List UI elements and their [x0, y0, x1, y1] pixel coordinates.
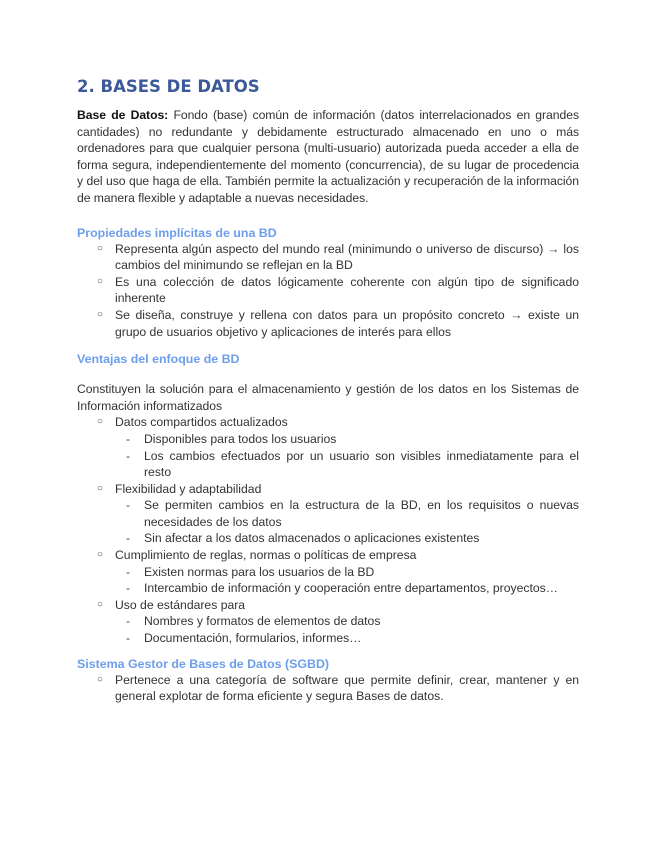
list-item: ○ Pertenece a una categoría de software que permite definir, crear, mantener y en general explotar de forma eficiente y segura Bases de datos.: [97, 672, 579, 704]
heading-propiedades: Propiedades implícitas de una BD: [77, 225, 277, 240]
sub-list-item: - Documentación, formularios, informes…: [126, 631, 362, 646]
list-item: ○ Uso de estándares para - Nombres y formatos de elementos de datos - Documentación, formularios, informes…: [77, 597, 579, 647]
sub-list: [115, 613, 579, 646]
dash-bullet-icon: -: [126, 531, 131, 546]
list-item: ○ Datos compartidos actualizados - Disponibles para todos los usuarios - Los cambios efectuados por un usuario son visibles inmediatamente para el resto: [97, 415, 579, 480]
dash-bullet-icon: -: [126, 448, 131, 463]
intro-text: Fondo (base) común de información (datos interrelacionados en grandes cantidades) no redundante y debidamente estructurado almacenado en uno o más ordenadores para que cualquier persona (multi-usuario) autorizada pueda acceder a ella de forma segura, independientemente del momento (concurrencia), de su lugar de procedencia y del uso que haga de ella. También permite la actualización y recuperación de la información de manera flexible y adaptable a nuevas necesidades.: [77, 108, 579, 205]
circle-bullet-icon: ○: [97, 482, 104, 494]
ventajas-intro: Constituyen la solución para el almacenamiento y gestión de los datos en los Sistemas de Información informatizados: [77, 382, 579, 413]
sub-list-item: - Nombres y formatos de elementos de datos: [126, 614, 381, 629]
circle-bullet-icon: ○: [97, 673, 104, 685]
sub-list-item: - Existen normas para los usuarios de la BD: [126, 564, 375, 579]
list-ventajas: [77, 414, 579, 646]
sub-list: [115, 431, 579, 481]
circle-bullet-icon: ○: [97, 275, 104, 287]
sub-list: [115, 497, 579, 547]
list-item: ○ Es una colección de datos lógicamente coherente con algún tipo de significado inherente: [97, 274, 579, 306]
intro-paragraph: [77, 107, 579, 207]
heading-sgbd: Sistema Gestor de Bases de Datos (SGBD): [77, 656, 330, 671]
sub-list-item: - Disponibles para todos los usuarios: [126, 431, 337, 446]
sub-list-item: - Sin afectar a los datos almacenados o aplicaciones existentes: [126, 531, 480, 546]
dash-bullet-icon: -: [126, 614, 131, 629]
list-item: ○ Cumplimiento de reglas, normas o políticas de empresa - Existen normas para los usuarios de la BD - Intercambio de información y cooperación entre departamentos, proyectos…: [77, 547, 579, 597]
dash-bullet-icon: -: [126, 631, 131, 646]
circle-bullet-icon: ○: [97, 416, 104, 428]
list-propiedades: [77, 241, 579, 341]
list-item: ○ Flexibilidad y adaptabilidad - Se permiten cambios en la estructura de la BD, en los requisitos o nuevas necesidades de los datos - Sin afectar a los datos almacenados o aplicaciones existentes: [97, 481, 579, 546]
sub-list-item: - Los cambios efectuados por un usuario son visibles inmediatamente para el resto: [126, 448, 579, 480]
circle-bullet-icon: ○: [97, 598, 104, 610]
circle-bullet-icon: ○: [97, 308, 104, 320]
dash-bullet-icon: -: [126, 581, 131, 596]
section-title: 2. BASES DE DATOS: [77, 77, 260, 96]
list-item: ○ Se diseña, construye y rellena con datos para un propósito concreto → existe un grupo de usuarios objetivo y aplicaciones de interés para ellos: [97, 307, 579, 339]
sub-list: [115, 564, 579, 597]
list-sgbd: [77, 672, 579, 705]
sub-list-item: - Se permiten cambios en la estructura de la BD, en los requisitos o nuevas necesidades de los datos: [126, 498, 579, 529]
list-item: ○ Representa algún aspecto del mundo real (minimundo o universo de discurso) → los cambios del minimundo se reflejan en la BD: [97, 241, 579, 273]
dash-bullet-icon: -: [126, 564, 131, 579]
dash-bullet-icon: -: [126, 431, 131, 446]
document-content: [77, 76, 579, 705]
circle-bullet-icon: ○: [97, 242, 104, 254]
circle-bullet-icon: ○: [97, 549, 104, 561]
dash-bullet-icon: -: [126, 498, 131, 513]
sub-list-item: - Intercambio de información y cooperación entre departamentos, proyectos…: [126, 581, 558, 596]
heading-ventajas: Ventajas del enfoque de BD: [77, 352, 240, 367]
intro-term: Base de Datos:: [77, 108, 169, 122]
